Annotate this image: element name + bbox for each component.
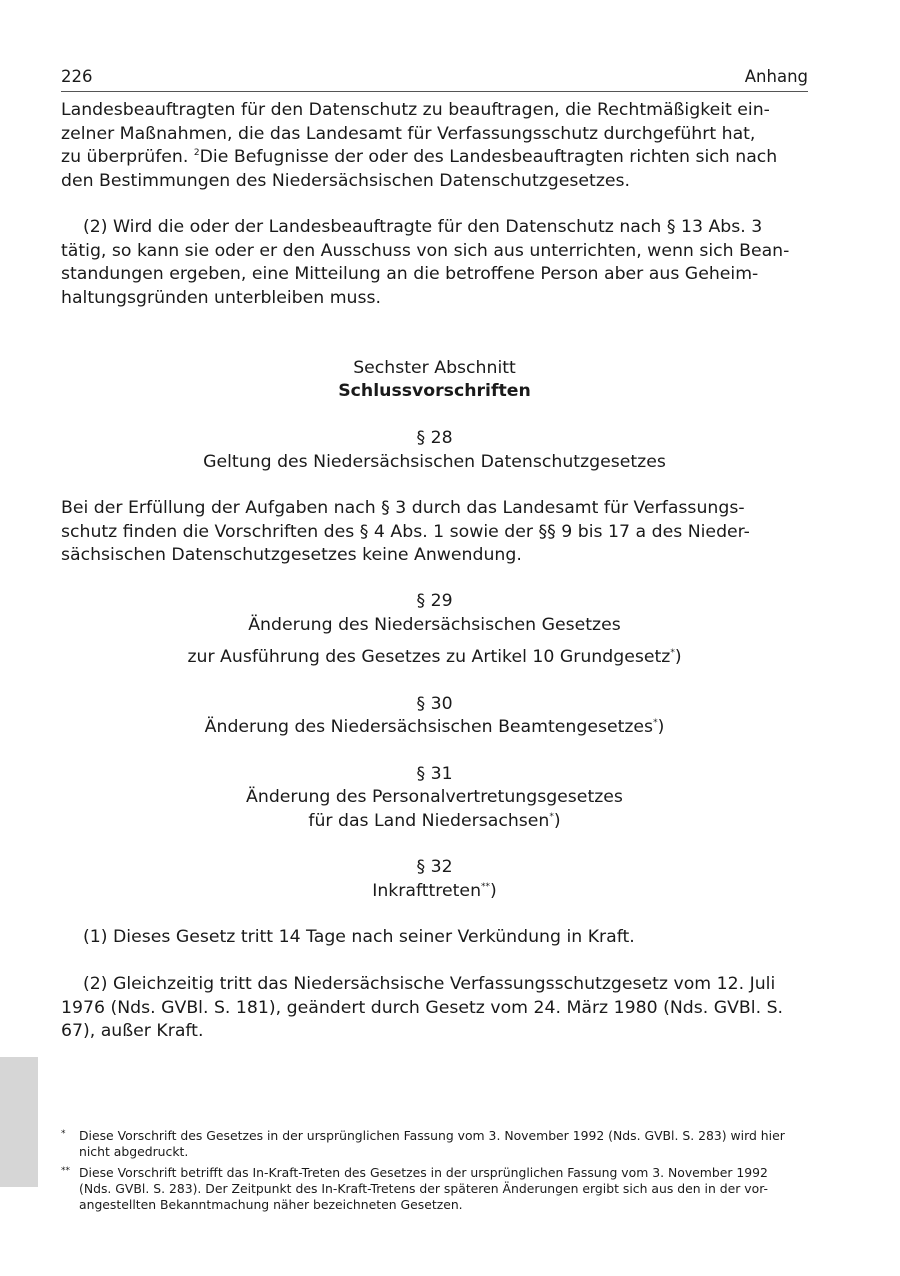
footnote-mark: * [61, 1129, 66, 1139]
paragraph-28-body: Bei der Erfüllung der Aufgaben nach § 3 durch das Landesamt für Verfassungs- schutz finden die Vorschriften des § 4 Abs. 1 sowie der §§ 9 bis 17 a des Nieder- sächsischen Datenschutzgesetzes keine Anwendung. [61, 498, 750, 565]
page-edge-tab [0, 1057, 38, 1187]
footnote-ref: * [653, 718, 658, 729]
running-header-title: Anhang [744, 67, 808, 86]
paragraph-31-title-line2 [61, 810, 808, 834]
paragraph-2: (2) Wird die oder der Landesbeauftragte für den Datenschutz nach § 13 Abs. 3 tätig, so kann sie oder er den Ausschuss von sich aus unterrichten, wenn sich Bean- standungen ergeben, eine Mitteilung an die betroffene Person aber aus Geheim- haltungsgründen unterbleiben muss. [61, 217, 790, 308]
paragraph-text: Landesbeauftragten für den Datenschutz zu beauftragen, die Rechtmäßigkeit ein- zelner Maßnahmen, die das Landesamt für Verfassungsschutz durchgeführt hat, zu überprüfen. [61, 100, 770, 167]
footnote-mark: ** [61, 1165, 70, 1176]
paragraph-29-title-line1: Änderung des Niedersächsischen Gesetzes [248, 615, 621, 635]
paragraph-28-number: § 28 [416, 428, 453, 448]
paragraph-29-number: § 29 [416, 591, 453, 611]
paragraph-32-title [61, 880, 808, 904]
paragraph-31-number: § 31 [416, 764, 453, 784]
paragraph-31-title-line1: Änderung des Personalvertretungsgesetzes [246, 787, 623, 807]
footnote [61, 1128, 808, 1161]
title-text: Inkrafttreten [372, 881, 482, 901]
closing-paren: ) [657, 717, 665, 737]
title-text: zur Ausführung des Gesetzes zu Artikel 10 Grundgesetz [187, 647, 671, 667]
paragraph-30-number: § 30 [416, 694, 453, 714]
header-rule [61, 91, 808, 92]
footnote-ref: ** [481, 882, 491, 893]
footnote-text: Diese Vorschrift betrifft das In-Kraft-Treten des Gesetzes in der ursprünglichen Fassung vom 3. November 1992 (Nds. GVBl. S. 283). Der Zeitpunkt des In-Kraft-Tretens der späteren Änderungen ergibt sich aus den in der vor- angestellten Bekanntmachung näher bezeichneten Gesetzen. [79, 1164, 768, 1213]
paragraph-28-title: Geltung des Niedersächsischen Datenschutzgesetzes [203, 452, 666, 472]
page-number: 226 [61, 67, 93, 86]
footnote-text: Diese Vorschrift des Gesetzes in der ursprünglichen Fassung vom 3. November 1992 (Nds. GVBl. S. 283) wird hier nicht abgedruckt. [79, 1128, 785, 1160]
paragraph-29-title-line2 [61, 646, 808, 670]
closing-paren: ) [674, 647, 682, 667]
title-text: für das Land Niedersachsen [308, 811, 550, 831]
section-label: Sechster Abschnitt [353, 358, 516, 378]
section-title: Schlussvorschriften [338, 381, 531, 401]
footnote-ref: * [670, 648, 675, 659]
footnote [61, 1165, 808, 1214]
running-header [61, 66, 808, 88]
paragraph-30-title [61, 716, 808, 740]
closing-paren: ) [490, 881, 497, 901]
paragraph-text: Die Befugnisse der oder des Landesbeauftragten richten sich nach den Bestimmungen des Niedersächsischen Datenschutzgesetzes. [61, 147, 778, 191]
paragraph-32-number: § 32 [416, 857, 453, 877]
title-text: Änderung des Niedersächsischen Beamtengesetzes [204, 717, 654, 737]
paragraph-continuation [61, 99, 808, 193]
paragraph-32-sub1: (1) Dieses Gesetz tritt 14 Tage nach seiner Verkündung in Kraft. [83, 927, 635, 947]
paragraph-32-sub2: (2) Gleichzeitig tritt das Niedersächsische Verfassungsschutzgesetz vom 12. Juli 1976 (Nds. GVBl. S. 181), geändert durch Gesetz vom 24. März 1980 (Nds. GVBl. S. 67), außer Kraft. [61, 974, 784, 1041]
footnotes [61, 1128, 808, 1213]
closing-paren: ) [553, 811, 561, 831]
sentence-number: 2 [193, 148, 200, 159]
footnote-ref: * [549, 812, 554, 823]
